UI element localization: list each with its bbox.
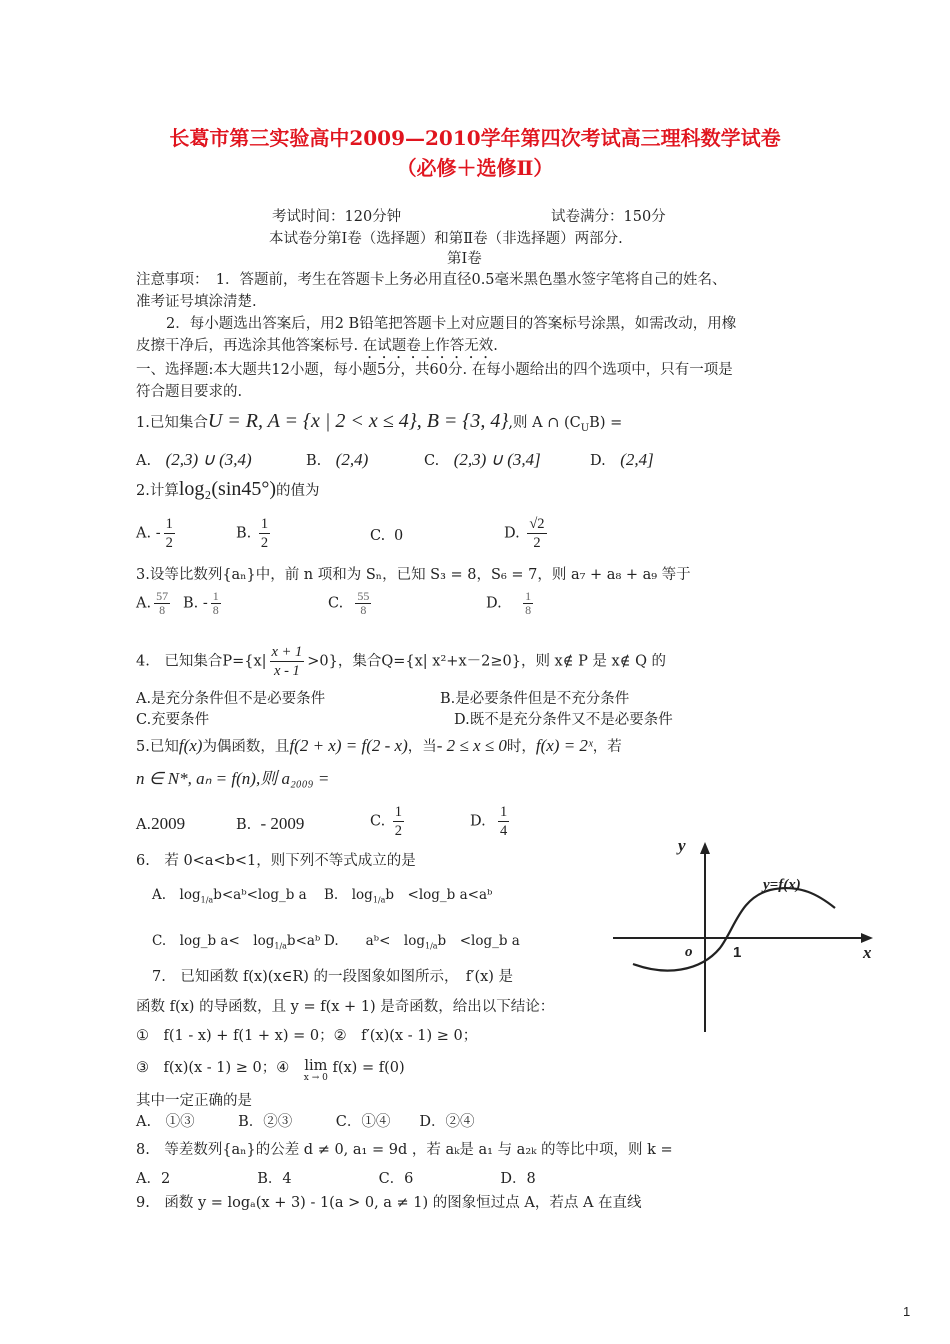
q2-b-label: B.: [236, 525, 252, 542]
q3-a-num: 57: [156, 589, 169, 603]
q4-frac: [270, 643, 305, 680]
q3-option-b: [183, 590, 224, 617]
juan-label: 第Ⅰ卷: [447, 251, 482, 267]
note-2d: .: [493, 338, 498, 354]
q5-m1: f(x): [178, 736, 203, 755]
q2-option-c: [370, 526, 403, 545]
q5-m3: - 2 ≤ x ≤ 0: [436, 736, 507, 755]
q4-option-b: B.是必要条件但是不充分条件: [440, 691, 630, 707]
q2-d-den: 2: [533, 535, 541, 551]
q2-a-num: 1: [165, 516, 173, 532]
q1-d-value: (2,4]: [620, 450, 654, 469]
q5-t1: 为偶函数，且: [202, 739, 290, 755]
q3-c-num: 55: [357, 589, 370, 603]
q7-lim-sub: x → 0: [303, 1073, 328, 1083]
q4-option-d: D.既不是充分条件又不是必要条件: [454, 712, 673, 728]
q6-b-label: B. log: [324, 887, 373, 903]
q2-a-den: 2: [165, 535, 173, 551]
q3-b-frac: [211, 590, 221, 617]
q4-den: x - 1: [274, 663, 300, 679]
x-label: x: [863, 943, 872, 962]
q3-a-frac: [154, 590, 170, 617]
q5-t4: ，若: [592, 739, 622, 755]
one-label: 1: [733, 944, 742, 961]
q5-b-label: B.: [236, 817, 252, 833]
q2-c-label: C.: [370, 528, 386, 544]
q1-d-label: D.: [590, 453, 606, 469]
q8-stem: 8. 等差数列{aₙ}的公差 d ≠ 0, a₁ = 9d ，若 aₖ是 a₁ 与 a₂ₖ 的等比中项，则 k =: [136, 1142, 673, 1158]
q1-option-b: [306, 451, 368, 470]
q1-a-label: A.: [136, 453, 152, 469]
q5-option-d: [470, 803, 512, 840]
q5-a-value: 2009: [151, 814, 186, 833]
q7-lim-word: lim: [304, 1058, 328, 1074]
q6-b-sub: 1/a: [372, 895, 386, 905]
q5-t3: 时，: [506, 739, 536, 755]
q5-m2: f(2 + x) = f(2 - x): [289, 736, 408, 755]
q4-label: 4. 已知集合P={x|: [136, 653, 267, 670]
q3-option-c: [328, 590, 374, 617]
q7-lim: [304, 1059, 328, 1083]
q5-d-num: 1: [499, 804, 508, 820]
exam-subtitle: （必修＋选修Ⅱ）: [396, 156, 554, 180]
exam-parts: 本试卷分第Ⅰ卷（选择题）和第Ⅱ卷（非选择题）两部分.: [269, 231, 623, 247]
exam-title: 长葛市第三实验高中2009—2010学年第四次考试高三理科数学试卷: [169, 126, 781, 150]
q2-stem: [136, 480, 320, 500]
q2-expr: log₂(sin45°): [178, 478, 277, 500]
q1-sub: U: [580, 422, 590, 434]
q4-option-a: A.是充分条件但不是必要条件: [136, 691, 326, 707]
q6-c-rest: b<aᵇ: [286, 933, 321, 949]
note-2b: [136, 337, 498, 362]
q6-b-rest: b <log_b a<aᵇ: [385, 887, 493, 903]
q3-d-frac: [523, 590, 533, 617]
section1-b: 符合题目要求的.: [136, 384, 243, 400]
q1-tail2: B) =: [589, 415, 623, 431]
q3-stem: 3.设等比数列{aₙ}中，前 n 项和为 Sₙ，已知 S₃ = 8，S₆ = 7，则 a₇ + a₈ + a₉ 等于: [136, 567, 691, 583]
q6-option-b: [324, 886, 492, 910]
q7-l4a: ③ f(x)(x - 1) ≥ 0；④: [136, 1060, 304, 1076]
q4-option-c: C.充要条件: [136, 712, 210, 728]
q3-b-num: 1: [212, 589, 219, 603]
q2-c-value: 0: [394, 525, 403, 544]
q3-a-label: A.: [136, 595, 152, 612]
q1-stem: [136, 412, 622, 438]
q1-option-c: [424, 451, 541, 470]
y-axis-arrow-icon: [700, 842, 710, 854]
q9-stem: 9. 函数 y = logₐ(x + 3) - 1(a > 0, a ≠ 1) 的图象恒过点 A，若点 A 在直线: [136, 1195, 642, 1211]
q4-stem: [136, 643, 666, 680]
q5-option-a: [136, 815, 185, 834]
q2-a-minus: -: [155, 525, 161, 542]
q5-label: 5.已知: [136, 739, 179, 755]
q7-line5: 其中一定正确的是: [136, 1093, 252, 1109]
q6-option-d: [324, 932, 520, 956]
q2-a-label: A.: [136, 525, 152, 542]
note-1b: 准考证号填涂清楚.: [136, 294, 257, 310]
q6-a-rest: b<aᵇ<log_b a: [213, 887, 307, 903]
q4-tail: >0}，集合Q={x| x²+x－2≥0}，则 x∉ P 是 x∉ Q 的: [307, 653, 667, 670]
q1-a-value: (2,3) ∪ (3,4): [165, 450, 252, 469]
exam-score: 试卷满分：150分: [551, 209, 666, 225]
q6-d-label: D. aᵇ< log: [324, 933, 425, 949]
q2-b-num: 1: [260, 516, 269, 532]
q6-d-rest: b <log_b a: [437, 933, 520, 949]
q3-d-num: 1: [525, 589, 532, 603]
q2-a-frac: [164, 515, 175, 552]
q2-b-frac: [259, 515, 270, 552]
section1-a: 一、选择题:本大题共12小题，每小题5分，共60分. 在每小题给出的四个选项中，只有一项是: [136, 362, 733, 378]
q5-c-num: 1: [394, 804, 403, 820]
q6-a-label: A. log: [152, 887, 201, 903]
q7-line4: [136, 1059, 405, 1083]
q8-options: A．2 B．4 C．6 D．8: [136, 1171, 536, 1187]
q5-b-value: - 2009: [260, 814, 305, 833]
q5-d-den: 4: [499, 823, 508, 839]
q2-option-b: [236, 515, 273, 552]
q2-option-d: [504, 515, 550, 552]
q1-c-value: (2,3) ∪ (3,4]: [453, 450, 541, 469]
q6-a-sub: 1/a: [200, 895, 214, 905]
note-2c-emphasis: 在试题卷上作答无效: [362, 338, 494, 354]
q2-d-frac: [527, 515, 546, 552]
q5-option-b: [236, 815, 304, 834]
q5-c-den: 2: [394, 823, 403, 839]
q5-t2: ，当: [407, 739, 437, 755]
q2-label: 2.计算: [136, 483, 179, 499]
q7-l4b: f(x) = f(0): [332, 1060, 405, 1076]
q1-label: 1.已知集合: [136, 415, 208, 431]
note-2a: 2．每小题选出答案后，用2 B铅笔把答题卡上对应题目的答案标号涂黑，如需改动，用橡: [166, 316, 737, 332]
q2-d-num: √2: [529, 516, 545, 532]
exam-time: 考试时间：120分钟: [272, 209, 402, 225]
q3-c-frac: [355, 590, 371, 617]
q2-option-a: [136, 515, 178, 552]
q6-c-sub: 1/a: [274, 941, 287, 951]
q1-b-label: B.: [306, 453, 322, 469]
q5-m4: f(x) = 2ˣ: [535, 736, 593, 755]
q2-tail: 的值为: [276, 483, 320, 499]
q3-option-d: [486, 590, 536, 617]
q6-stem: 6. 若 0<a<b<1，则下列不等式成立的是: [136, 853, 416, 869]
q2-d-label: D.: [504, 525, 520, 542]
curve-label: y=f(x): [763, 877, 801, 893]
q6-option-c: [152, 932, 320, 956]
q1-tail: ,则 A ∩ (C: [508, 415, 581, 431]
q6-d-sub: 1/a: [424, 941, 438, 951]
note-1a: 注意事项： 1．答题前，考生在答题卡上务必用直径0.5毫米黑色墨水签字笔将自己的姓名、: [136, 272, 727, 288]
q1-c-label: C.: [424, 453, 440, 469]
q7-options: A. ①③ B．②③ C．①④ D．②④: [136, 1114, 475, 1130]
q3-d-den: 8: [525, 603, 532, 617]
x-axis-arrow-icon: [861, 933, 873, 943]
q3-option-a: [136, 590, 173, 617]
q3-b-minus: -: [202, 595, 208, 612]
q1-option-d: [590, 451, 654, 470]
note-2b-text: 皮擦干净后，再选涂其他答案标号.: [136, 338, 363, 354]
q3-c-label: C.: [328, 595, 344, 612]
q5-stem: [136, 737, 622, 756]
q2-b-den: 2: [260, 535, 269, 551]
q7-stem: 7. 已知函数 f(x)(x∈R) 的一段图象如图所示， f′(x) 是: [152, 969, 514, 985]
q5-line2: n ∈ N*, aₙ = f(n),则 a₂₀₀₉ =: [136, 769, 330, 788]
q1-option-a: [136, 451, 252, 470]
q7-line2: 函数 f(x) 的导函数，且 y = f(x + 1) 是奇函数，给出以下结论：: [136, 999, 555, 1015]
y-label: y: [678, 836, 686, 855]
origin-label: o: [685, 944, 693, 960]
q3-b-label: B.: [183, 595, 199, 612]
q5-a-label: A.: [136, 817, 152, 833]
q6-c-label: C. log_b a< log: [152, 933, 275, 949]
q1-sets: U = R, A = {x | 2 < x ≤ 4}, B = {3, 4}: [207, 410, 509, 432]
q5-d-label: D.: [470, 813, 486, 830]
q5-option-c: [370, 803, 407, 840]
q6-option-a: [152, 886, 307, 910]
q5-c-frac: [393, 803, 404, 840]
q3-c-den: 8: [360, 603, 367, 617]
function-graph: [605, 836, 877, 1036]
q5-d-frac: [498, 803, 509, 840]
q3-d-label: D.: [486, 595, 502, 612]
q3-b-den: 8: [212, 603, 219, 617]
q3-a-den: 8: [159, 603, 166, 617]
page-number: 1: [903, 1304, 911, 1319]
q4-num: x + 1: [271, 644, 303, 660]
q7-line3: ① f(1 - x) + f(1 + x) = 0；② f′(x)(x - 1) ≥ 0；: [136, 1028, 478, 1044]
q5-c-label: C.: [370, 813, 386, 830]
q1-b-value: (2,4): [335, 450, 369, 469]
